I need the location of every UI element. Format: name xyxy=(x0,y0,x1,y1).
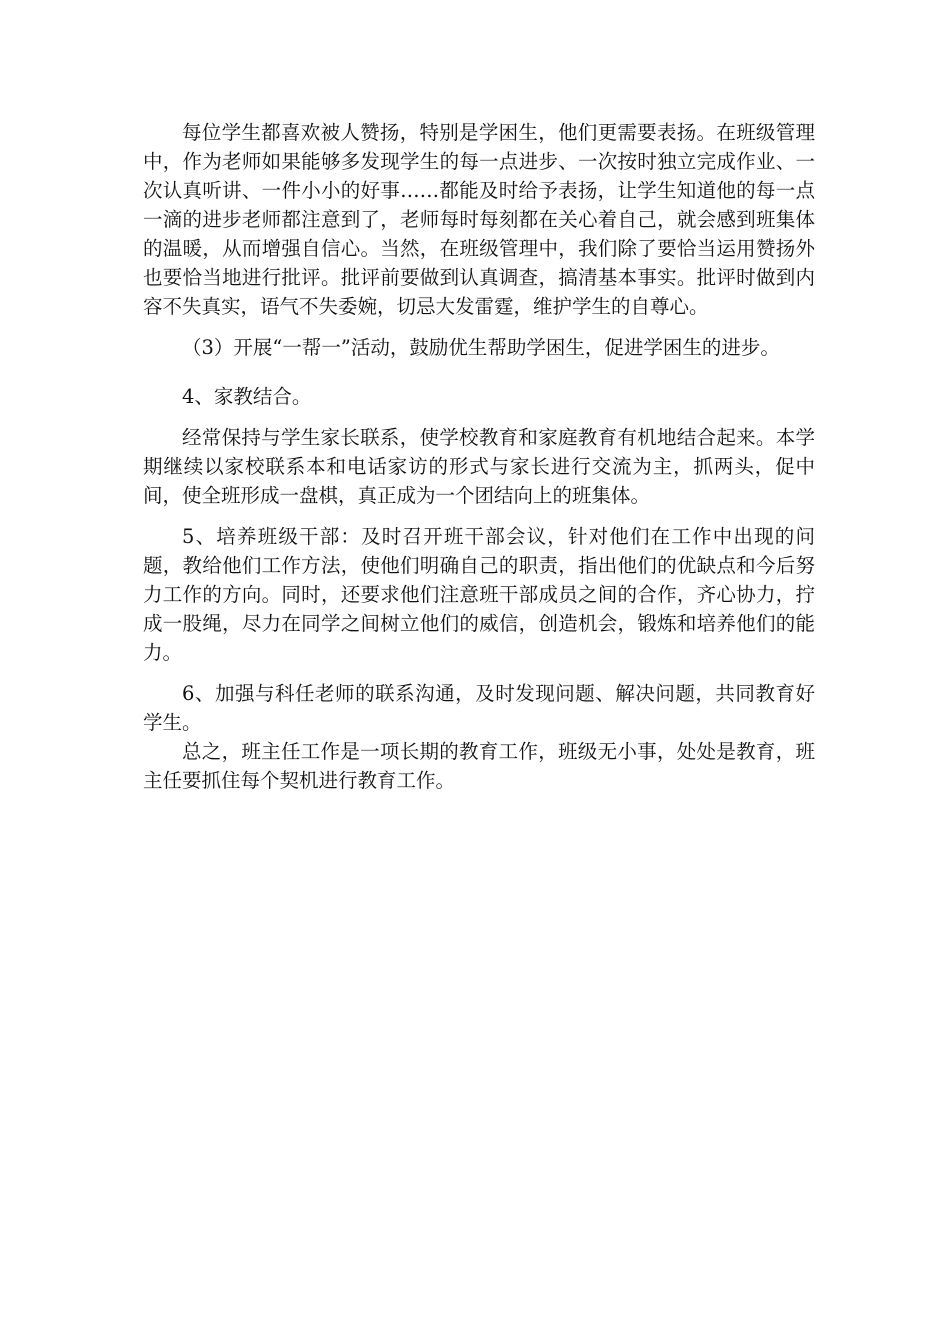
paragraph-class-cadres: 5、培养班级干部：及时召开班干部会议，针对他们在工作中出现的问题，教给他们工作方法，使他们明确自己的职责，指出他们的优缺点和今后努力工作的方向。同时，还要求他们注意班干部成员之间的合作，齐心协力，拧成一股绳，尽力在同学之间树立他们的威信，创造机会，锻炼和培养他们的能力。 xyxy=(143,525,815,664)
paragraph-parent-contact: 经常保持与学生家长联系，使学校教育和家庭教育有机地结合起来。本学期继续以家校联系本和电话家访的形式与家长进行交流为主，抓两头，促中间，使全班形成一盘棋，真正成为一个团结向上的班集体。 xyxy=(143,426,815,507)
document-body xyxy=(143,118,815,795)
paragraph-praise-criticism: 每位学生都喜欢被人赞扬，特别是学困生，他们更需要表扬。在班级管理中，作为老师如果能够多发现学生的每一点进步、一次按时独立完成作业、一次认真听讲、一件小小的好事……都能及时给予表扬，让学生知道他的每一点一滴的进步老师都注意到了，老师每时每刻都在关心着自己，就会感到班集体的温暖，从而增强自信心。当然，在班级管理中，我们除了要恰当运用赞扬外也要恰当地进行批评。批评前要做到认真调查，搞清基本事实。批评时做到内容不失真实，语气不失委婉，切忌大发雷霆，维护学生的自尊心。 xyxy=(143,121,815,318)
heading-home-school: 4、家教结合。 xyxy=(182,385,312,408)
paragraph-teacher-communication: 6、加强与科任老师的联系沟通，及时发现问题、解决问题，共同教育好学生。 xyxy=(143,682,815,734)
paragraph-conclusion: 总之，班主任工作是一项长期的教育工作，班级无小事，处处是教育，班主任要抓住每个契机进行教育工作。 xyxy=(143,740,815,792)
paragraph-one-help-one: （3）开展“一帮一”活动，鼓励优生帮助学困生，促进学困生的进步。 xyxy=(182,336,780,359)
